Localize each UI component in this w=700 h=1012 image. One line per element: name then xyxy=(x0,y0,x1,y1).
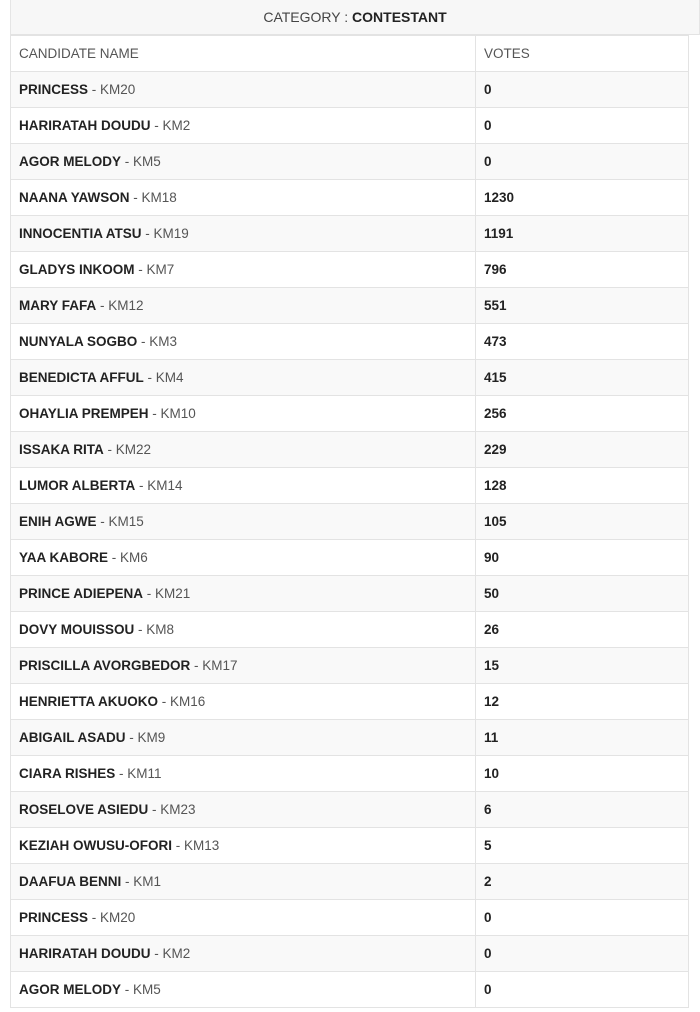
votes-cell: 128 xyxy=(476,468,689,504)
candidate-separator: - xyxy=(96,514,109,529)
candidate-code: KM2 xyxy=(162,946,191,961)
candidate-cell xyxy=(11,792,476,828)
candidate-name: PRINCESS xyxy=(19,910,89,925)
candidate-name: PRINCE ADIEPENA xyxy=(19,586,144,601)
votes-cell: 105 xyxy=(476,504,689,540)
votes-cell: 10 xyxy=(476,756,689,792)
candidate-name: GLADYS INKOOM xyxy=(19,262,135,277)
votes-table xyxy=(10,35,689,1008)
candidate-cell xyxy=(11,612,476,648)
candidate-name: AGOR MELODY xyxy=(19,154,122,169)
candidate-cell xyxy=(11,432,476,468)
candidate-cell xyxy=(11,684,476,720)
votes-cell: 796 xyxy=(476,252,689,288)
candidate-code: KM4 xyxy=(155,370,184,385)
table-row xyxy=(11,720,689,756)
table-row xyxy=(11,288,689,324)
table-body xyxy=(11,72,689,1008)
candidate-cell xyxy=(11,144,476,180)
votes-cell: 2 xyxy=(476,864,689,900)
votes-cell: 5 xyxy=(476,828,689,864)
candidate-cell xyxy=(11,216,476,252)
candidate-separator: - xyxy=(121,982,134,997)
candidate-name: MARY FAFA xyxy=(19,298,97,313)
candidate-cell xyxy=(11,504,476,540)
candidate-separator: - xyxy=(115,766,128,781)
candidate-code: KM20 xyxy=(100,910,136,925)
votes-cell: 15 xyxy=(476,648,689,684)
candidate-separator: - xyxy=(148,802,161,817)
votes-cell: 0 xyxy=(476,936,689,972)
candidate-cell xyxy=(11,936,476,972)
table-row xyxy=(11,972,689,1008)
table-row xyxy=(11,144,689,180)
candidate-cell xyxy=(11,540,476,576)
candidate-name: LUMOR ALBERTA xyxy=(19,478,136,493)
candidate-separator: - xyxy=(141,226,154,241)
votes-cell: 6 xyxy=(476,792,689,828)
candidate-code: KM10 xyxy=(160,406,196,421)
table-row xyxy=(11,324,689,360)
candidate-code: KM13 xyxy=(184,838,220,853)
candidate-code: KM8 xyxy=(146,622,175,637)
candidate-name: ABIGAIL ASADU xyxy=(19,730,126,745)
candidate-cell xyxy=(11,360,476,396)
candidate-code: KM2 xyxy=(162,118,191,133)
candidate-code: KM14 xyxy=(147,478,183,493)
votes-cell: 1230 xyxy=(476,180,689,216)
candidate-name: ISSAKA RITA xyxy=(19,442,104,457)
candidate-name: ROSELOVE ASIEDU xyxy=(19,802,149,817)
candidate-name: KEZIAH OWUSU-OFORI xyxy=(19,838,172,853)
candidate-separator: - xyxy=(143,586,156,601)
candidate-code: KM12 xyxy=(108,298,144,313)
candidate-separator: - xyxy=(190,658,203,673)
candidate-separator: - xyxy=(158,694,170,709)
candidate-separator: - xyxy=(148,406,161,421)
votes-cell: 0 xyxy=(476,72,689,108)
candidate-cell xyxy=(11,972,476,1008)
category-header xyxy=(10,0,700,35)
table-row xyxy=(11,396,689,432)
candidate-cell xyxy=(11,252,476,288)
table-row xyxy=(11,468,689,504)
candidate-separator: - xyxy=(108,550,121,565)
candidate-name: HARIRATAH DOUDU xyxy=(19,946,151,961)
candidate-name: DOVY MOUISSOU xyxy=(19,622,135,637)
candidate-name: CIARA RISHES xyxy=(19,766,116,781)
candidate-name: BENEDICTA AFFUL xyxy=(19,370,144,385)
votes-cell: 12 xyxy=(476,684,689,720)
candidate-cell xyxy=(11,108,476,144)
table-row xyxy=(11,684,689,720)
votes-cell: 50 xyxy=(476,576,689,612)
candidate-name: INNOCENTIA ATSU xyxy=(19,226,142,241)
column-header-votes: VOTES xyxy=(476,36,689,72)
candidate-code: KM17 xyxy=(202,658,238,673)
candidate-separator: - xyxy=(150,946,163,961)
candidate-separator: - xyxy=(129,190,142,205)
votes-cell: 229 xyxy=(476,432,689,468)
candidate-name: PRINCESS xyxy=(19,82,89,97)
candidate-separator: - xyxy=(88,82,101,97)
table-row xyxy=(11,576,689,612)
results-panel xyxy=(10,0,700,1008)
candidate-separator: - xyxy=(135,478,148,493)
candidate-cell xyxy=(11,288,476,324)
candidate-separator: - xyxy=(103,442,116,457)
candidate-name: ENIH AGWE xyxy=(19,514,97,529)
table-row xyxy=(11,756,689,792)
candidate-separator: - xyxy=(134,622,147,637)
candidate-name: OHAYLIA PREMPEH xyxy=(19,406,149,421)
candidate-code: KM11 xyxy=(127,766,162,781)
candidate-name: HARIRATAH DOUDU xyxy=(19,118,151,133)
candidate-code: KM22 xyxy=(115,442,152,457)
candidate-code: KM5 xyxy=(133,982,161,997)
candidate-cell xyxy=(11,828,476,864)
candidate-code: KM9 xyxy=(137,730,166,745)
votes-cell: 26 xyxy=(476,612,689,648)
votes-cell: 551 xyxy=(476,288,689,324)
candidate-separator: - xyxy=(143,370,156,385)
votes-cell: 0 xyxy=(476,900,689,936)
votes-cell: 415 xyxy=(476,360,689,396)
candidate-cell xyxy=(11,648,476,684)
table-row xyxy=(11,252,689,288)
candidate-code: KM6 xyxy=(120,550,148,565)
table-row xyxy=(11,612,689,648)
candidate-separator: - xyxy=(88,910,101,925)
candidate-name: YAA KABORE xyxy=(19,550,109,565)
category-value: CONTESTANT xyxy=(352,9,447,25)
candidate-name: DAAFUA BENNI xyxy=(19,874,122,889)
candidate-code: KM15 xyxy=(108,514,144,529)
candidate-code: KM21 xyxy=(155,586,191,601)
table-row xyxy=(11,792,689,828)
candidate-code: KM19 xyxy=(153,226,189,241)
candidate-code: KM23 xyxy=(160,802,196,817)
table-header-row xyxy=(11,36,689,72)
table-row xyxy=(11,108,689,144)
candidate-cell xyxy=(11,72,476,108)
votes-cell: 0 xyxy=(476,108,689,144)
table-row xyxy=(11,180,689,216)
candidate-code: KM20 xyxy=(100,82,136,97)
candidate-separator: - xyxy=(134,262,147,277)
votes-cell: 11 xyxy=(476,720,689,756)
candidate-name: NAANA YAWSON xyxy=(19,190,130,205)
table-row xyxy=(11,828,689,864)
candidate-cell xyxy=(11,864,476,900)
candidate-code: KM18 xyxy=(141,190,177,205)
votes-cell: 90 xyxy=(476,540,689,576)
candidate-separator: - xyxy=(121,154,134,169)
candidate-cell xyxy=(11,756,476,792)
candidate-cell xyxy=(11,180,476,216)
table-row xyxy=(11,540,689,576)
candidate-name: AGOR MELODY xyxy=(19,982,122,997)
candidate-code: KM16 xyxy=(170,694,206,709)
table-row xyxy=(11,936,689,972)
table-row xyxy=(11,864,689,900)
candidate-separator: - xyxy=(125,730,138,745)
candidate-name: NUNYALA SOGBO xyxy=(19,334,138,349)
candidate-cell xyxy=(11,576,476,612)
candidate-separator: - xyxy=(137,334,150,349)
table-row xyxy=(11,360,689,396)
candidate-cell xyxy=(11,900,476,936)
votes-cell: 256 xyxy=(476,396,689,432)
candidate-code: KM1 xyxy=(133,874,162,889)
table-row xyxy=(11,648,689,684)
votes-cell: 473 xyxy=(476,324,689,360)
candidate-cell xyxy=(11,396,476,432)
candidate-separator: - xyxy=(150,118,163,133)
candidate-cell xyxy=(11,468,476,504)
candidate-separator: - xyxy=(172,838,184,853)
candidate-name: HENRIETTA AKUOKO xyxy=(19,694,158,709)
votes-cell: 0 xyxy=(476,144,689,180)
table-row xyxy=(11,432,689,468)
candidate-cell xyxy=(11,324,476,360)
table-row xyxy=(11,504,689,540)
candidate-code: KM3 xyxy=(149,334,178,349)
table-row xyxy=(11,72,689,108)
votes-cell: 1191 xyxy=(476,216,689,252)
candidate-name: PRISCILLA AVORGBEDOR xyxy=(19,658,191,673)
candidate-code: KM7 xyxy=(146,262,175,277)
column-header-candidate: CANDIDATE NAME xyxy=(11,36,476,72)
candidate-separator: - xyxy=(96,298,109,313)
table-row xyxy=(11,900,689,936)
candidate-code: KM5 xyxy=(133,154,161,169)
candidate-separator: - xyxy=(121,874,134,889)
votes-cell: 0 xyxy=(476,972,689,1008)
table-row xyxy=(11,216,689,252)
category-label: CATEGORY : xyxy=(263,9,349,25)
candidate-cell xyxy=(11,720,476,756)
